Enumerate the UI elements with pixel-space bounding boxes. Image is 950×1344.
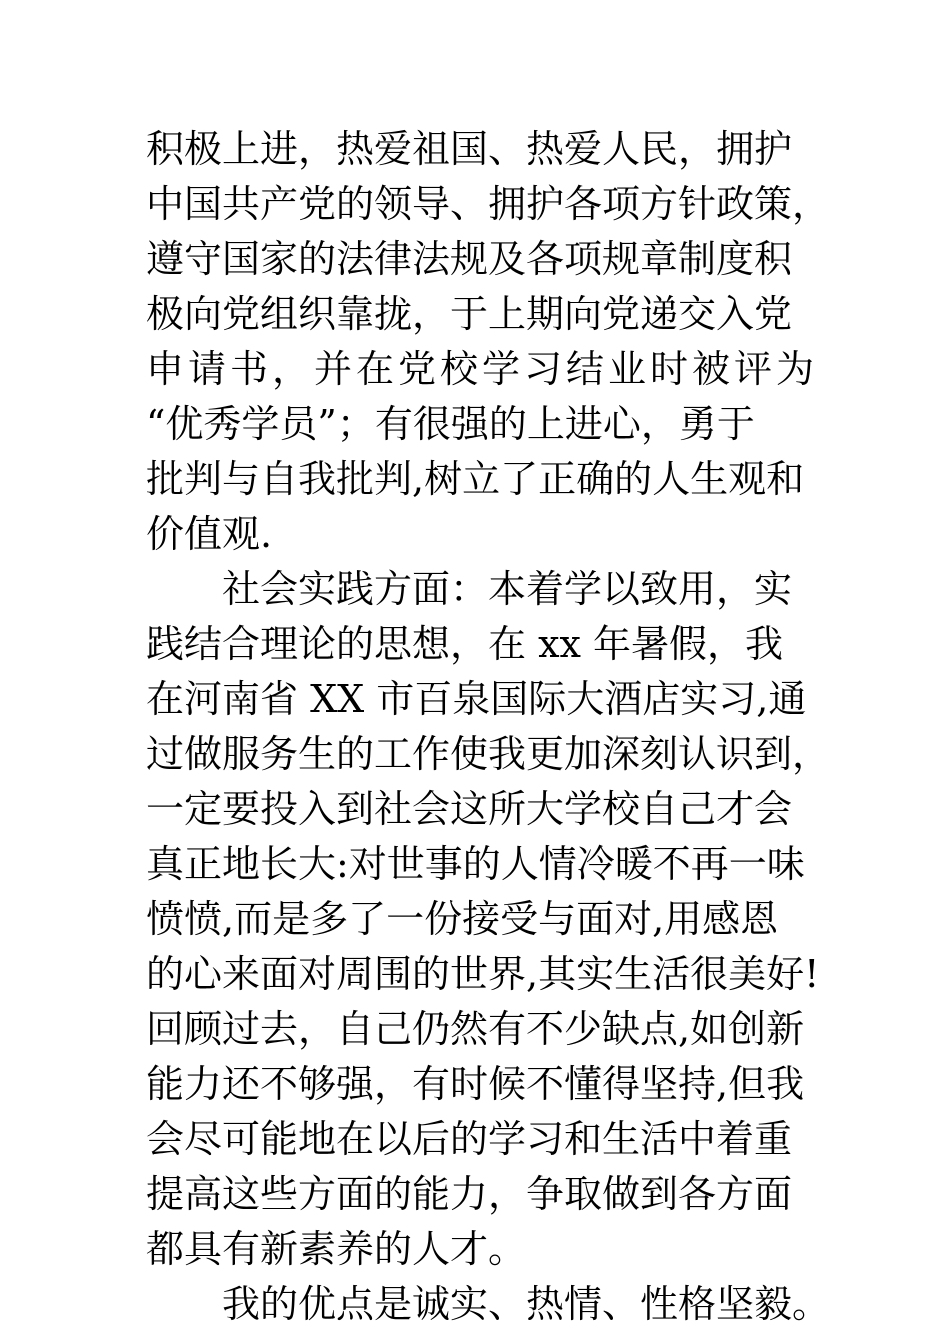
text-line: 践结合理论的思想，在 xx 年暑假，我: [146, 622, 784, 666]
text-line: 愤愤,而是多了一份接受与面对,用感恩: [146, 897, 779, 941]
paragraph-start-line: 我的优点是诚实、热情、性格坚毅。: [222, 1282, 831, 1326]
text-line: 都具有新素养的人才。: [146, 1227, 527, 1271]
text-line: 一定要投入到社会这所大学校自己才会: [146, 787, 793, 831]
document-body: [146, 122, 846, 1332]
text-line: 能力还不够强，有时候不懂得坚持,但我: [146, 1062, 805, 1106]
paragraph-start-line: 社会实践方面：本着学以致用，实: [222, 567, 793, 611]
text-line: 回顾过去，自己仍然有不少缺点,如创新: [146, 1007, 805, 1051]
text-line: 在河南省 XX 市百泉国际大酒店实习,通: [146, 677, 807, 721]
text-line: 遵守国家的法律法规及各项规章制度积: [146, 237, 793, 281]
text-line: 批判与自我批判,树立了正确的人生观和: [146, 457, 805, 501]
text-line: 真正地长大:对世事的人情冷暖不再一味: [146, 842, 805, 886]
text-line: 过做服务生的工作使我更加深刻认识到，: [146, 732, 831, 776]
text-line: 极向党组织靠拢，于上期向党递交入党: [146, 292, 793, 336]
text-line: 提高这些方面的能力，争取做到各方面: [146, 1172, 793, 1216]
text-line: 的心来面对周围的世界,其实生活很美好!: [146, 952, 820, 996]
text-line: 会尽可能地在以后的学习和生活中着重: [146, 1117, 793, 1161]
text-line: 积极上进，热爱祖国、热爱人民，拥护: [146, 127, 793, 171]
text-line: 中国共产党的领导、拥护各项方针政策，: [146, 182, 831, 226]
text-line: 申请书，并在党校学习结业时被评为: [146, 347, 819, 391]
text-line: 价值观.: [146, 512, 273, 556]
text-line: “优秀学员”；有很强的上进心，勇于: [146, 402, 755, 446]
